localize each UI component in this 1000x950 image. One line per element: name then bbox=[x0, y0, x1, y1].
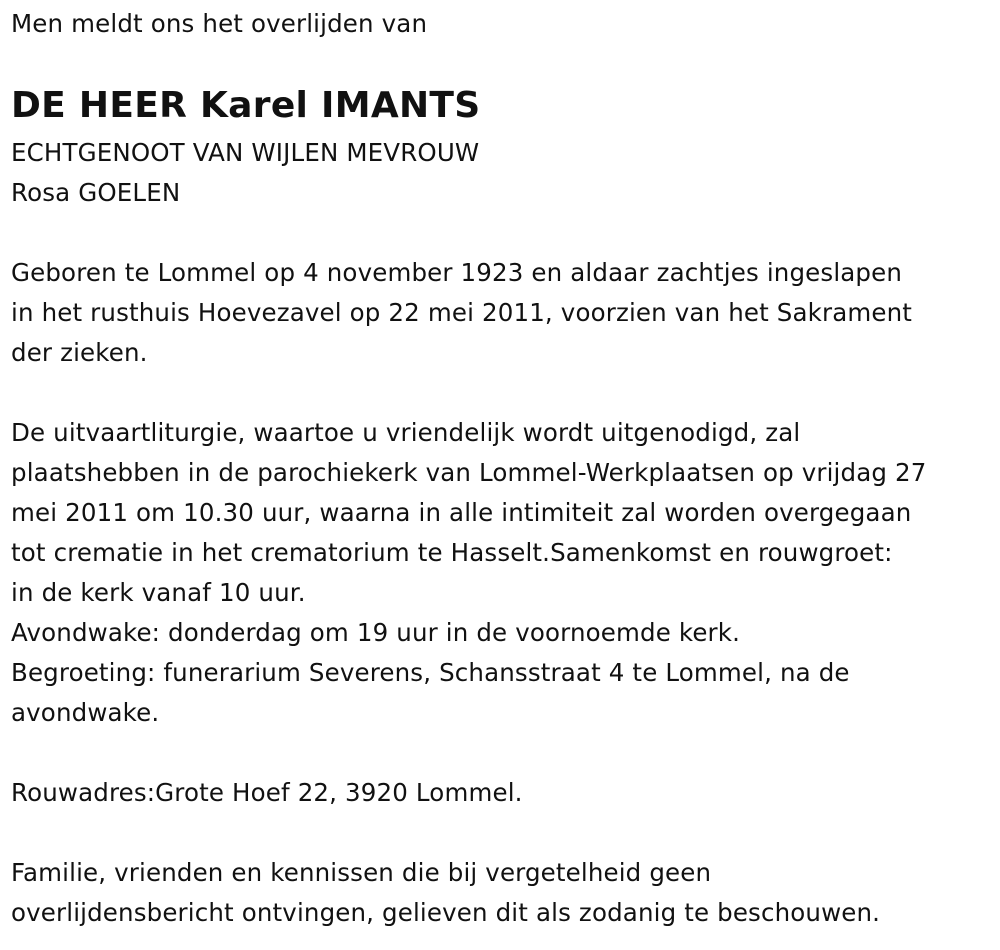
deceased-name: DE HEER Karel IMANTS bbox=[11, 85, 481, 126]
birth-death-line: der zieken. bbox=[11, 338, 148, 367]
funeral-line: in de kerk vanaf 10 uur. bbox=[11, 578, 306, 607]
funeral-line: tot crematie in het crematorium te Hasselt.Samenkomst en rouwgroet: bbox=[11, 538, 893, 567]
birth-death-line: Geboren te Lommel op 4 november 1923 en aldaar zachtjes ingeslapen bbox=[11, 258, 903, 287]
intro-text: Men meldt ons het overlijden van bbox=[11, 9, 428, 38]
birth-death-line: in het rusthuis Hoevezavel op 22 mei 2011, voorzien van het Sakrament bbox=[11, 298, 913, 327]
greeting-line: Begroeting: funerarium Severens, Schansstraat 4 te Lommel, na de bbox=[11, 658, 850, 687]
wake-line: Avondwake: donderdag om 19 uur in de voornoemde kerk. bbox=[11, 618, 741, 647]
greeting-line: avondwake. bbox=[11, 698, 160, 727]
relation-line-1: ECHTGENOOT VAN WIJLEN MEVROUW bbox=[11, 138, 480, 167]
funeral-line: De uitvaartliturgie, waartoe u vriendelijk wordt uitgenodigd, zal bbox=[11, 418, 801, 447]
closing-line: overlijdensbericht ontvingen, gelieven dit als zodanig te beschouwen. bbox=[11, 898, 881, 927]
funeral-line: plaatshebben in de parochiekerk van Lommel-Werkplaatsen op vrijdag 27 bbox=[11, 458, 927, 487]
funeral-line: mei 2011 om 10.30 uur, waarna in alle intimiteit zal worden overgegaan bbox=[11, 498, 912, 527]
relation-line-2: Rosa GOELEN bbox=[11, 178, 181, 207]
closing-line: Familie, vrienden en kennissen die bij vergetelheid geen bbox=[11, 858, 712, 887]
mourning-address: Rouwadres:Grote Hoef 22, 3920 Lommel. bbox=[11, 778, 523, 807]
